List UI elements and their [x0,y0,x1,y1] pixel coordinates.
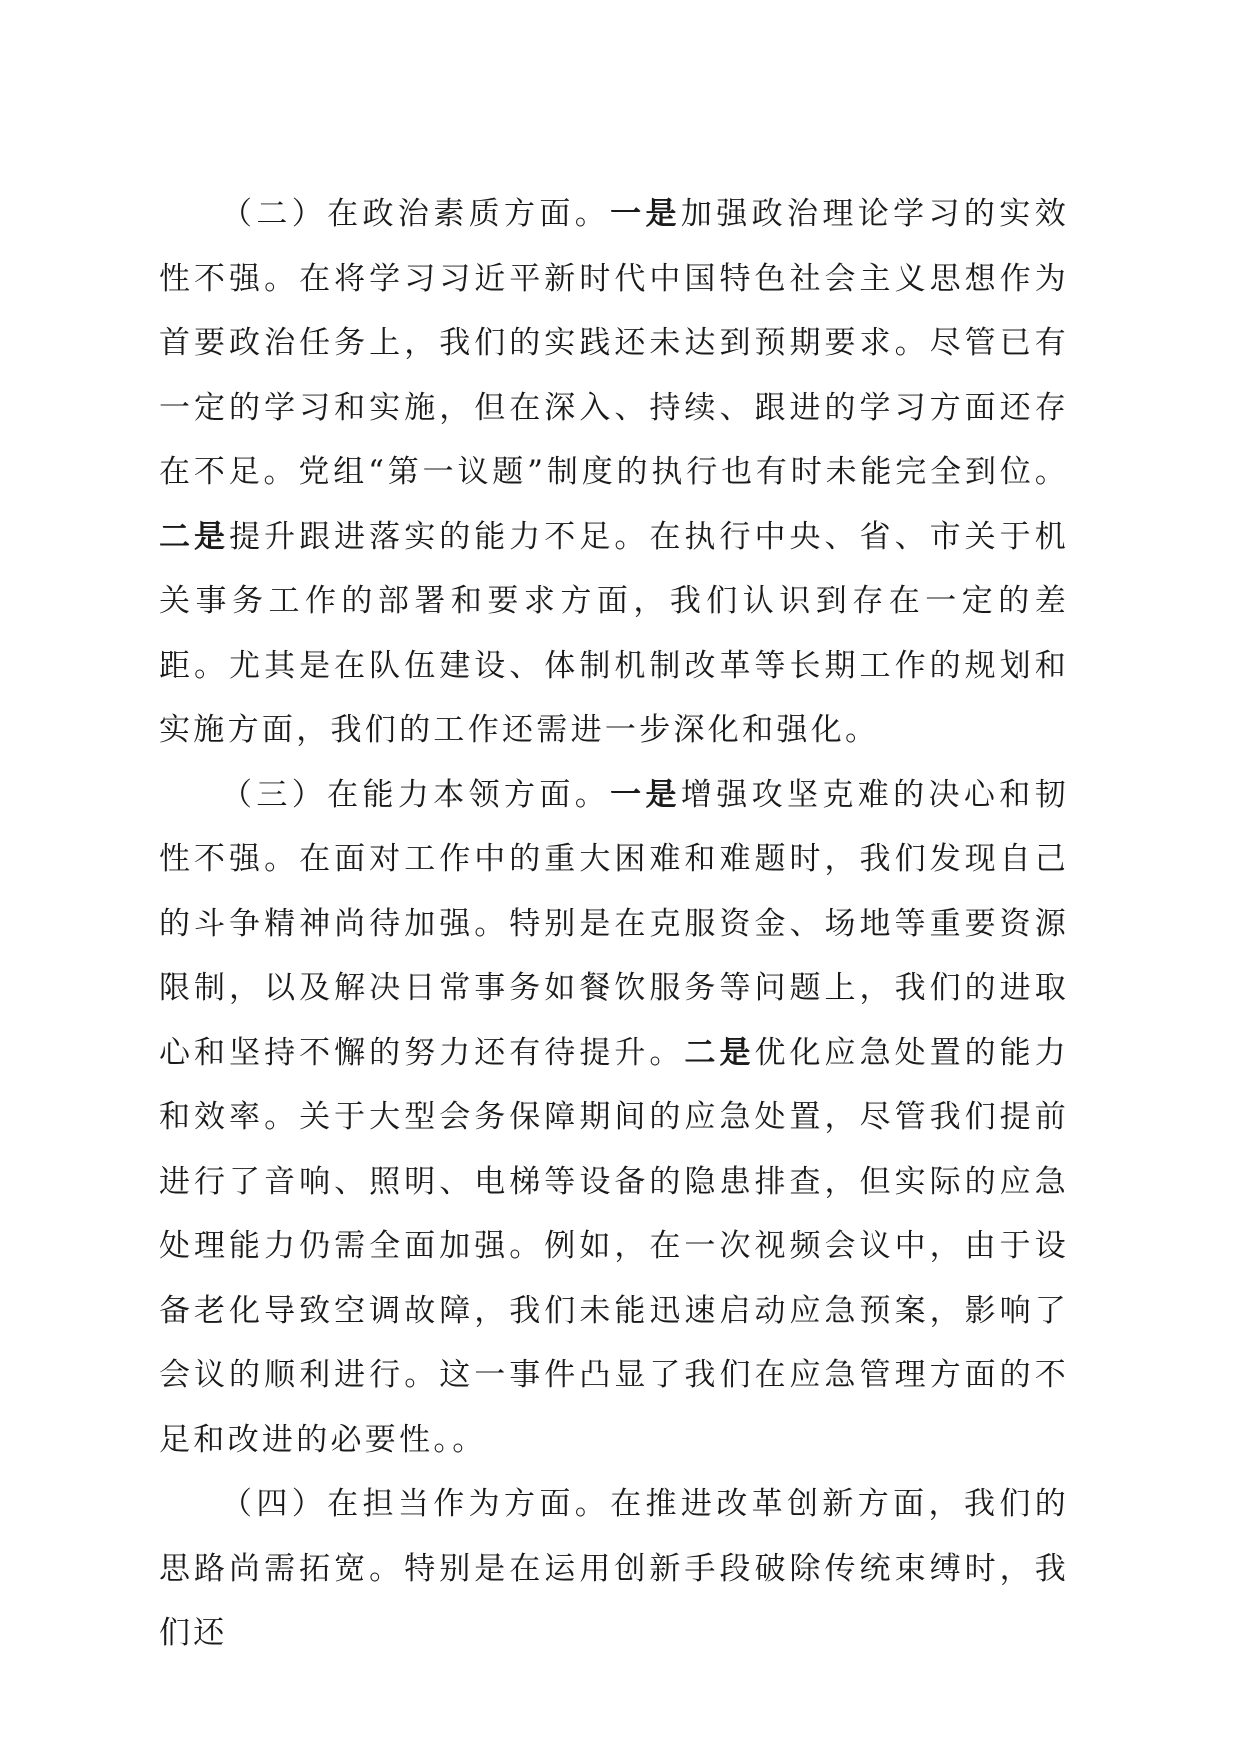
paragraph-text: （三）在能力本领方面。 [221,776,611,813]
emphasis-second-point: 二是 [159,518,230,555]
paragraph-text: 优化应急处置的能力和效率。关于大型会务保障期间的应急处置，尽管我们提前进行了音响、照明、电梯等设备的隐患排查，但实际的应急处理能力仍需全面加强。例如，在一次视频会议中，由于设备老化导致空调故障，我们未能迅速启动应急预案，影响了会议的顺利进行。这一事件凸显了我们在应急管理方面的不足和改进的必要性。。 [159,1034,1070,1458]
emphasis-second-point: 二是 [684,1034,755,1071]
emphasis-first-point: 一是 [610,196,681,232]
paragraph-text: 增强攻坚克难的决心和韧性不强。在面对工作中的重大困难和难题时，我们发现自己的斗争精神尚待加强。特别是在克服资金、场地等重要资源限制，以及解决日常事务如餐饮服务等问题上，我们的进取心和坚持不懈的努力还有待提升。 [159,776,1069,1071]
paragraph-text: 提升跟进落实的能力不足。在执行中央、省、市关于机关事务工作的部署和要求方面，我们认识到存在一定的差距。尤其是在队伍建设、体制机制改革等长期工作的规划和实施方面，我们的工作还需进一步深化和强化。 [159,518,1069,748]
paragraph-political-quality [159,182,1069,763]
paragraph-ability [159,763,1069,1473]
paragraph-text: （四）在担当作为方面。在推进改革创新方面，我们的思路尚需拓宽。特别是在运用创新手段破除传统束缚时，我们还 [159,1486,1069,1651]
paragraph-text: （二）在政治素质方面。 [221,196,611,232]
emphasis-first-point: 一是 [610,776,681,813]
document-body [159,182,1069,1666]
paragraph-responsibility [159,1472,1069,1666]
paragraph-text: 加强政治理论学习的实效性不强。在将学习习近平新时代中国特色社会主义思想作为首要政治任务上，我们的实践还未达到预期要求。尽管已有一定的学习和实施，但在深入、持续、跟进的学习方面还存在不足。党组“第一议题”制度的执行也有时未能完全到位。 [159,196,1069,490]
